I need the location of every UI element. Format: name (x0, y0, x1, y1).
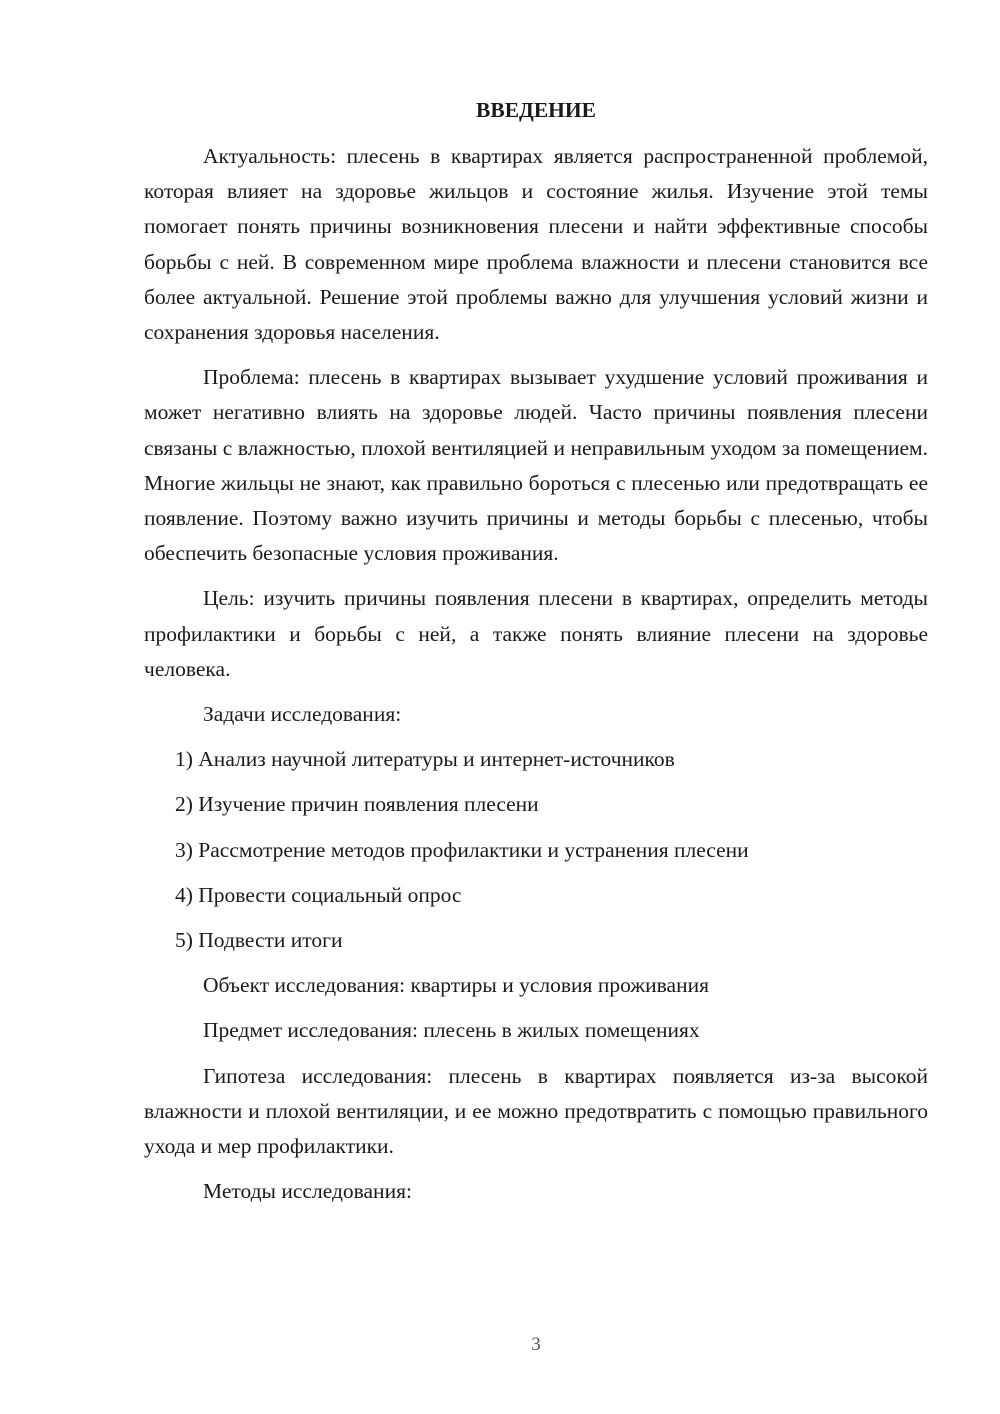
task-item: 3) Рассмотрение методов профилактики и устранения плесени (175, 837, 749, 862)
page-number: 3 (531, 1334, 541, 1355)
task-item: 1) Анализ научной литературы и интернет-источников (175, 747, 675, 772)
research-subject: Предмет исследования: плесень в жилых помещениях (203, 1018, 700, 1043)
task-item: 4) Провести социальный опрос (175, 882, 462, 907)
relevance-paragraph: Актуальность: плесень в квартирах является распространенной проблемой, которая влияет на здоровье жильцов и состояние жилья. Изучение этой темы помогает понять причины возникновения плесени и найти эффективные способы борьбы с ней. В современном мире проблема влажности и плесени становится все более актуальной. Решение этой проблемы важно для улучшения условий жизни и сохранения здоровья населения. (144, 144, 928, 345)
tasks-heading: Задачи исследования: (203, 702, 402, 727)
page-title: ВВЕДЕНИЕ (476, 98, 596, 122)
task-item: 2) Изучение причин появления плесени (175, 792, 539, 817)
research-object: Объект исследования: квартиры и условия проживания (203, 973, 709, 998)
methods-heading: Методы исследования: (203, 1179, 412, 1204)
task-item: 5) Подвести итоги (175, 928, 343, 953)
page-content (144, 95, 928, 1219)
goal-paragraph: Цель: изучить причины появления плесени в квартирах, определить методы профилактики и борьбы с ней, а также понять влияние плесени на здоровье человека. (144, 586, 928, 681)
problem-paragraph: Проблема: плесень в квартирах вызывает ухудшение условий проживания и может негативно влиять на здоровье людей. Часто причины появления плесени связаны с влажностью, плохой вентиляцией и неправильным уходом за помещением. Многие жильцы не знают, как правильно бороться с плесенью или предотвращать ее появление. Поэтому важно изучить причины и методы борьбы с плесенью, чтобы обеспечить безопасные условия проживания. (144, 365, 928, 566)
tasks-list (144, 742, 928, 958)
hypothesis-paragraph: Гипотеза исследования: плесень в квартирах появляется из-за высокой влажности и плохой вентиляции, и ее можно предотвратить с помощью правильного ухода и мер профилактики. (144, 1063, 928, 1159)
